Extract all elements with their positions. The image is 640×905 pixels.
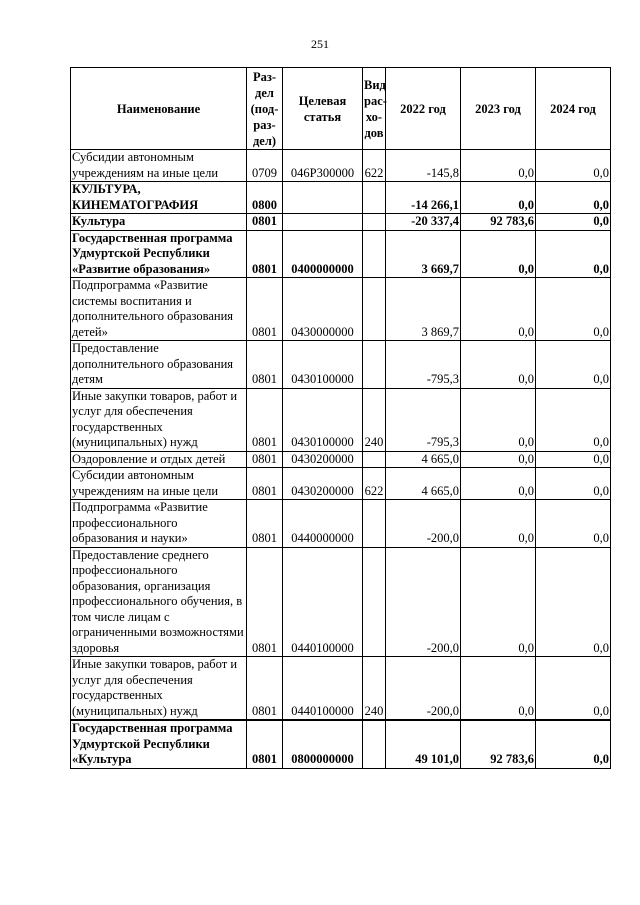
- cell-name: Иные закупки товаров, работ и услуг для обеспечения государственных (муниципальных) нужд: [71, 388, 247, 451]
- header-target-text: Целевая статья: [298, 93, 347, 124]
- cell-2024: 0,0: [536, 182, 611, 214]
- cell-target: 0400000000: [283, 230, 363, 278]
- cell-section: 0801: [247, 547, 283, 657]
- table-row: [71, 547, 611, 657]
- cell-2023: 0,0: [461, 451, 536, 468]
- cell-name: Субсидии автономным учреждениям на иные цели: [71, 150, 247, 182]
- cell-2023: 92 783,6: [461, 720, 536, 768]
- cell-name: Государственная программа Удмуртской Республики «Культура: [71, 720, 247, 768]
- cell-name: Государственная программа Удмуртской Республики «Развитие образования»: [71, 230, 247, 278]
- cell-type: [363, 500, 386, 548]
- cell-name: Культура: [71, 214, 247, 231]
- cell-2022: -200,0: [386, 547, 461, 657]
- cell-target: 0430100000: [283, 388, 363, 451]
- cell-2022: 4 665,0: [386, 468, 461, 500]
- cell-target: 0440100000: [283, 547, 363, 657]
- cell-2024: 0,0: [536, 230, 611, 278]
- cell-target: 046Р300000: [283, 150, 363, 182]
- cell-2022: -795,3: [386, 341, 461, 389]
- cell-2024: 0,0: [536, 214, 611, 231]
- cell-type: 240: [363, 657, 386, 721]
- cell-target: 0440000000: [283, 500, 363, 548]
- header-target: [283, 68, 363, 150]
- cell-section: 0801: [247, 214, 283, 231]
- cell-section: 0801: [247, 720, 283, 768]
- header-expense-type-text: Вид рас- хо- дов: [364, 77, 387, 140]
- cell-2023: 0,0: [461, 341, 536, 389]
- header-section-text: Раз- дел (под- раз- дел): [250, 69, 279, 148]
- cell-2024: 0,0: [536, 547, 611, 657]
- cell-target: 0430200000: [283, 468, 363, 500]
- cell-2024: 0,0: [536, 468, 611, 500]
- cell-section: 0801: [247, 500, 283, 548]
- cell-2024: 0,0: [536, 720, 611, 768]
- cell-2022: 49 101,0: [386, 720, 461, 768]
- table-row: [71, 182, 611, 214]
- header-name: Наименование: [71, 68, 247, 150]
- cell-2023: 0,0: [461, 230, 536, 278]
- header-expense-type: [363, 68, 386, 150]
- cell-target: 0430200000: [283, 451, 363, 468]
- cell-section: 0801: [247, 451, 283, 468]
- table-row: [71, 657, 611, 721]
- cell-2023: 0,0: [461, 500, 536, 548]
- cell-2022: 4 665,0: [386, 451, 461, 468]
- cell-2022: -795,3: [386, 388, 461, 451]
- cell-name: Подпрограмма «Развитие системы воспитания и дополнительного образования детей»: [71, 278, 247, 341]
- cell-2022: 3 869,7: [386, 278, 461, 341]
- cell-target: [283, 182, 363, 214]
- cell-2022: -200,0: [386, 500, 461, 548]
- cell-section: 0801: [247, 278, 283, 341]
- cell-name: КУЛЬТУРА, КИНЕМАТОГРАФИЯ: [71, 182, 247, 214]
- cell-2022: -14 266,1: [386, 182, 461, 214]
- cell-2024: 0,0: [536, 657, 611, 721]
- table-row: [71, 214, 611, 231]
- cell-type: [363, 214, 386, 231]
- cell-2023: 0,0: [461, 657, 536, 721]
- cell-2024: 0,0: [536, 341, 611, 389]
- cell-target: 0800000000: [283, 720, 363, 768]
- cell-2022: -200,0: [386, 657, 461, 721]
- table-row: [71, 468, 611, 500]
- cell-type: 622: [363, 150, 386, 182]
- cell-target: [283, 214, 363, 231]
- header-row: [71, 68, 611, 150]
- cell-type: [363, 720, 386, 768]
- cell-section: 0801: [247, 657, 283, 721]
- cell-section: 0801: [247, 341, 283, 389]
- cell-2023: 0,0: [461, 547, 536, 657]
- table-row: [71, 388, 611, 451]
- table-row: [71, 341, 611, 389]
- cell-2024: 0,0: [536, 451, 611, 468]
- cell-2023: 92 783,6: [461, 214, 536, 231]
- cell-name: Подпрограмма «Развитие профессионального образования и науки»: [71, 500, 247, 548]
- cell-section: 0800: [247, 182, 283, 214]
- cell-name: Оздоровление и отдых детей: [71, 451, 247, 468]
- cell-target: 0430100000: [283, 341, 363, 389]
- cell-2022: 3 669,7: [386, 230, 461, 278]
- header-section: [247, 68, 283, 150]
- cell-2022: -145,8: [386, 150, 461, 182]
- cell-2023: 0,0: [461, 150, 536, 182]
- cell-type: [363, 278, 386, 341]
- cell-section: 0709: [247, 150, 283, 182]
- cell-2023: 0,0: [461, 182, 536, 214]
- cell-2022: -20 337,4: [386, 214, 461, 231]
- cell-name: Иные закупки товаров, работ и услуг для обеспечения государственных (муниципальных) нужд: [71, 657, 247, 721]
- table-row: [71, 278, 611, 341]
- cell-type: [363, 451, 386, 468]
- header-2024: 2024 год: [536, 68, 611, 150]
- header-2022: 2022 год: [386, 68, 461, 150]
- header-2023: 2023 год: [461, 68, 536, 150]
- page-number: 251: [311, 37, 329, 51]
- cell-2024: 0,0: [536, 500, 611, 548]
- cell-2023: 0,0: [461, 468, 536, 500]
- cell-section: 0801: [247, 230, 283, 278]
- table-row: [71, 720, 611, 768]
- cell-type: [363, 341, 386, 389]
- cell-target: 0430000000: [283, 278, 363, 341]
- table-row: [71, 451, 611, 468]
- cell-type: [363, 182, 386, 214]
- cell-2024: 0,0: [536, 388, 611, 451]
- table-body: [71, 150, 611, 769]
- cell-name: Предоставление среднего профессионального образования, организация профессионального обучения, в том числе лицам с ограниченными возможностями здоровья: [71, 547, 247, 657]
- table-row: [71, 150, 611, 182]
- budget-table: [70, 67, 611, 769]
- cell-type: [363, 230, 386, 278]
- cell-2024: 0,0: [536, 278, 611, 341]
- cell-2023: 0,0: [461, 278, 536, 341]
- cell-target: 0440100000: [283, 657, 363, 721]
- cell-section: 0801: [247, 388, 283, 451]
- cell-type: 240: [363, 388, 386, 451]
- cell-name: Предоставление дополнительного образования детям: [71, 341, 247, 389]
- cell-type: 622: [363, 468, 386, 500]
- table-row: [71, 500, 611, 548]
- table-row: [71, 230, 611, 278]
- cell-2024: 0,0: [536, 150, 611, 182]
- cell-type: [363, 547, 386, 657]
- cell-2023: 0,0: [461, 388, 536, 451]
- cell-name: Субсидии автономным учреждениям на иные цели: [71, 468, 247, 500]
- cell-section: 0801: [247, 468, 283, 500]
